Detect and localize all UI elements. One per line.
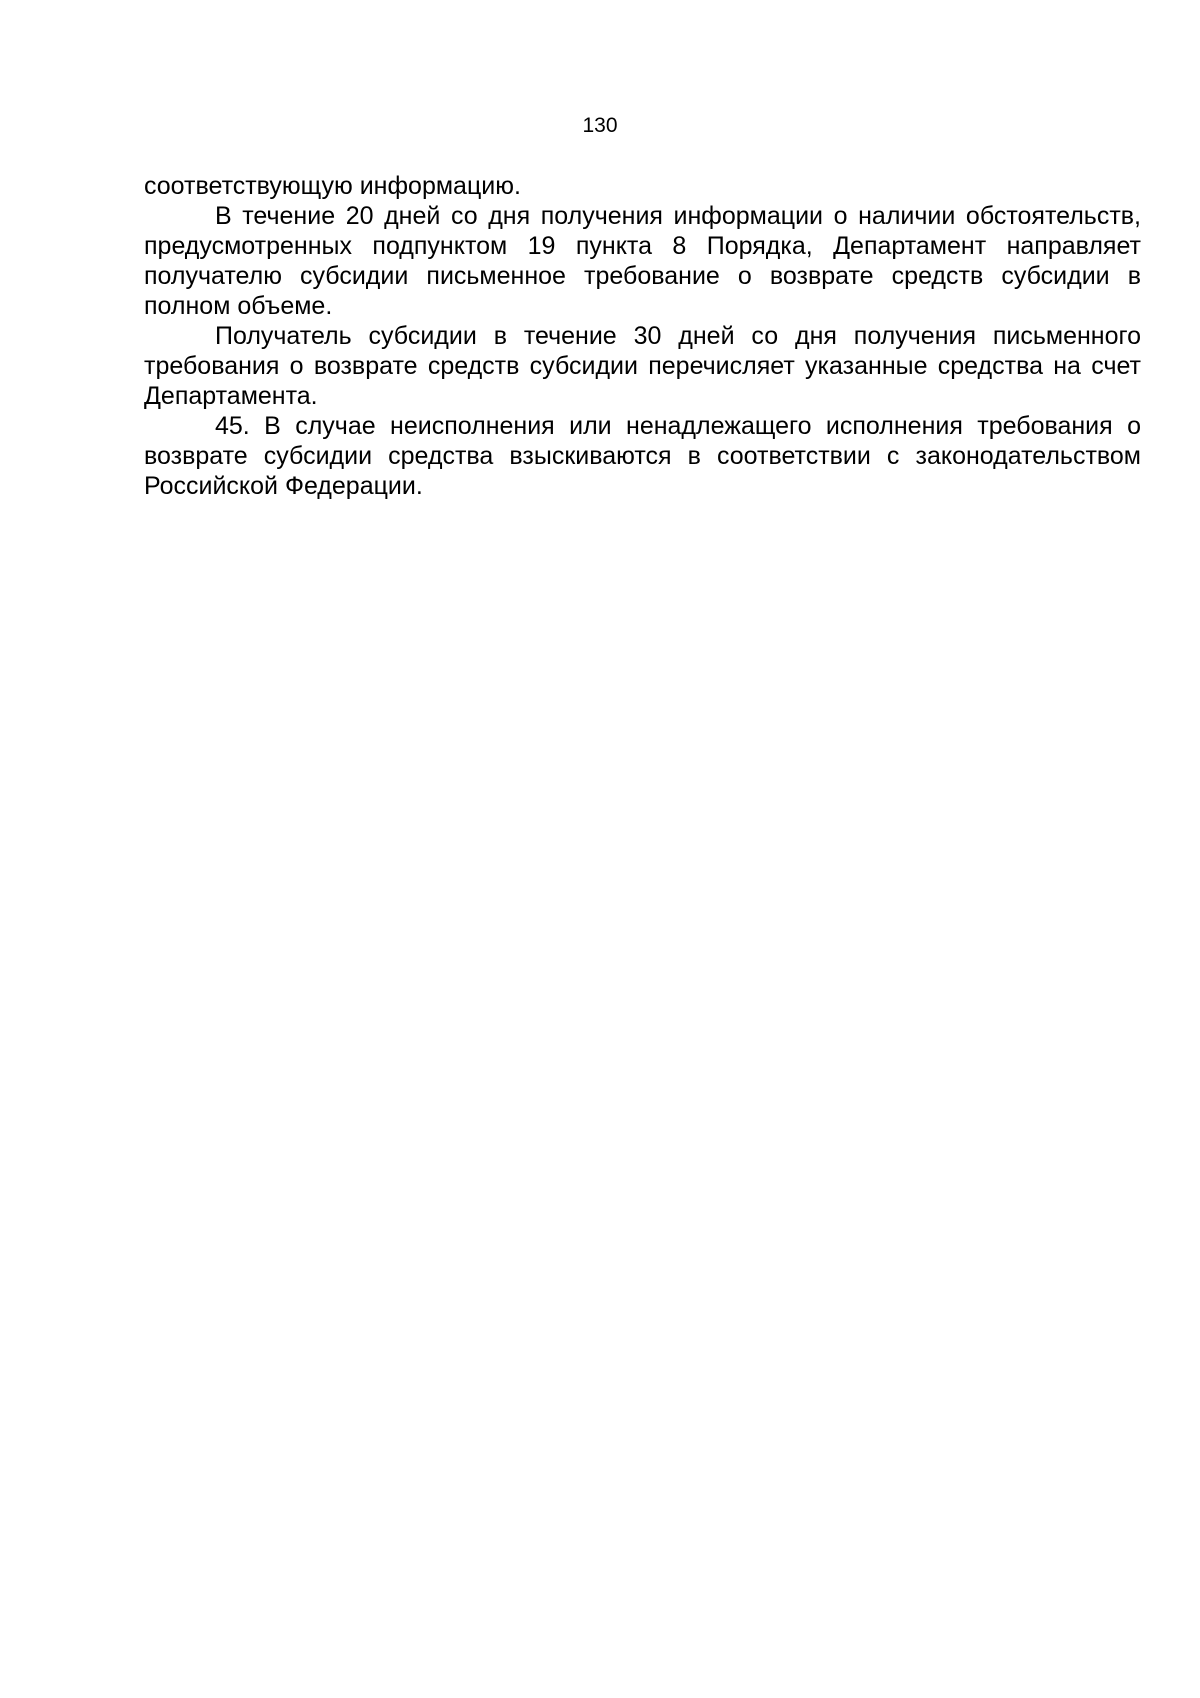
paragraph-continuation: соответствующую информацию. [144, 172, 521, 200]
document-body [144, 171, 1141, 501]
paragraph-return-requirement: В течение 20 дней со дня получения информации о наличии обстоятельств, предусмотренных подпунктом 19 пункта 8 Порядка, Департамент направляет получателю субсидии письменное требование о возврате средств субсидии в полном объеме. [144, 202, 1141, 320]
paragraph-transfer-funds: Получатель субсидии в течение 30 дней со дня получения письменного требования о возврате средств субсидии перечисляет указанные средства на счет Департамента. [144, 322, 1141, 410]
paragraph-item-45: 45. В случае неисполнения или ненадлежащего исполнения требования о возврате субсидии средства взыскиваются в соответствии с законодательством Российской Федерации. [144, 412, 1141, 500]
page-number: 130 [582, 114, 618, 137]
